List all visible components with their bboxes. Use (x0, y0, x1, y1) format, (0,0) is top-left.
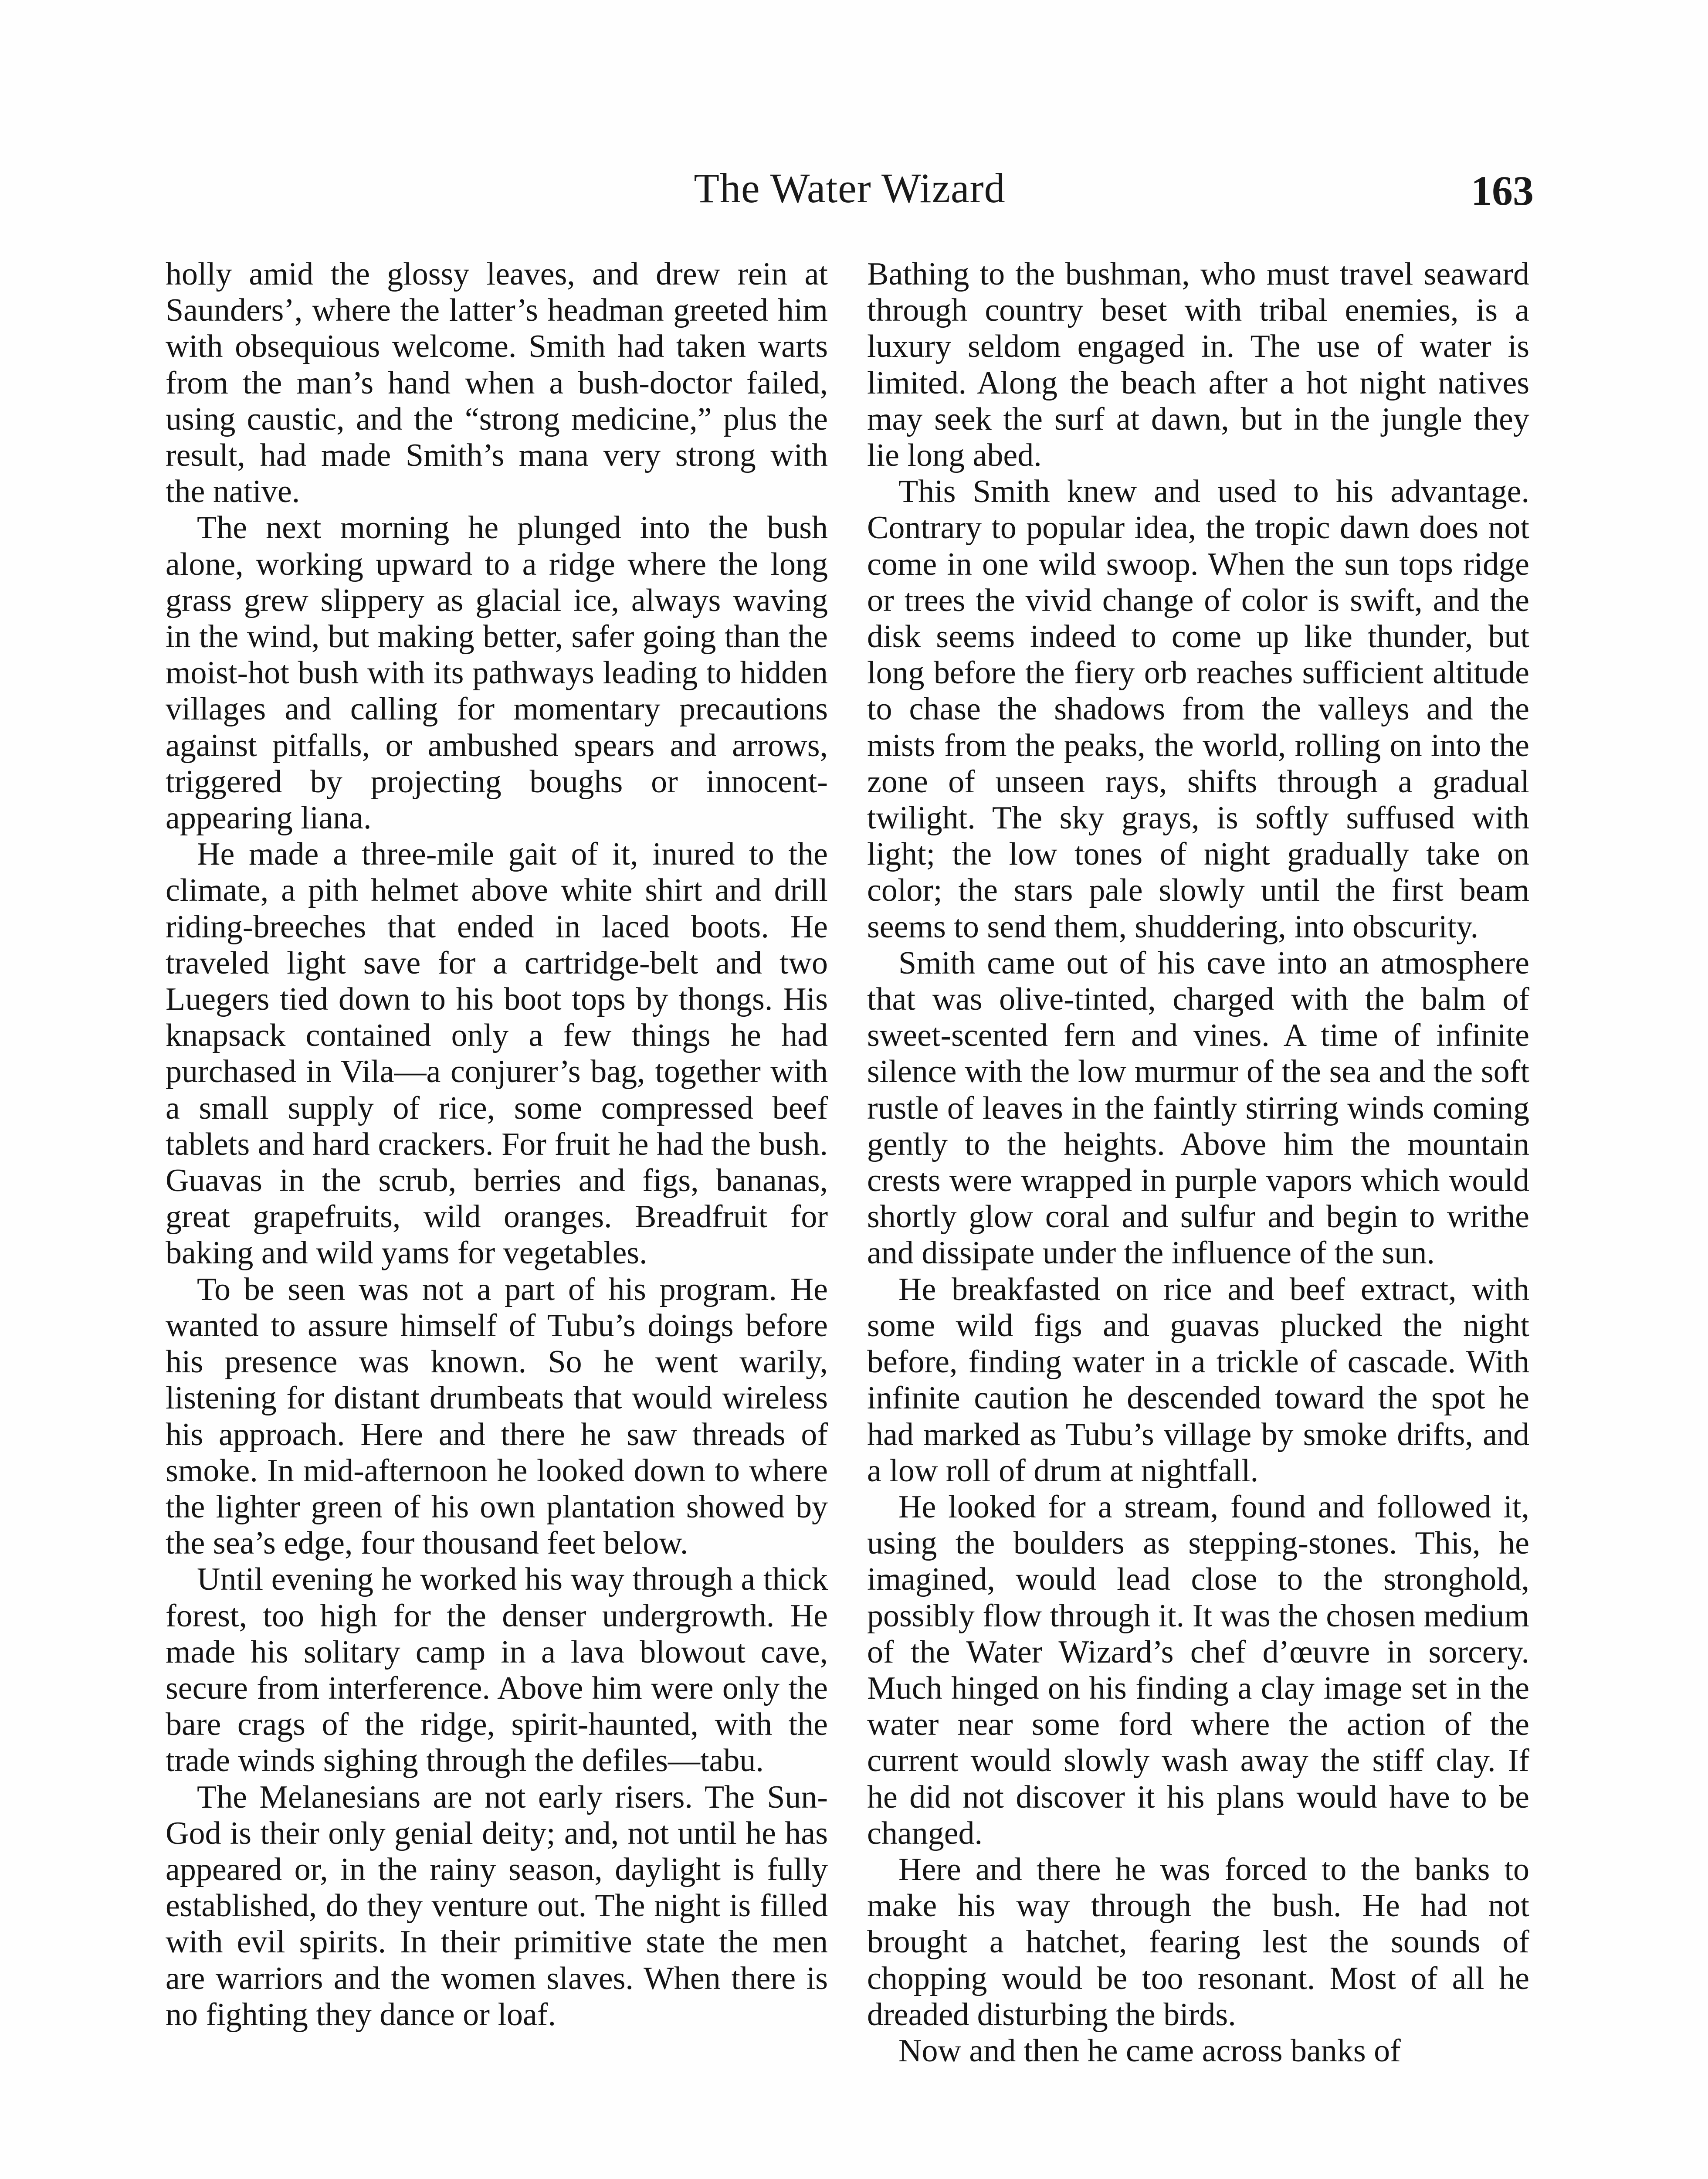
paragraph: The next morning he plunged into the bush alone, working upward to a ridge where the long grass grew slippery as glacial ice, always waving in the wind, but making better, safer going than the moist-hot bush with its pathways leading to hidden villages and calling for momentary precautions against pitfalls, or ambushed spears and arrows, triggered by projecting boughs or innocent-appearing liana. (166, 510, 828, 836)
paragraph: Here and there he was forced to the banks to make his way through the bush. He had not brought a hatchet, fearing lest the sounds of chopping would be too resonant. Most of all he dreaded disturbing the birds. (867, 1851, 1529, 2033)
running-header (166, 162, 1534, 227)
right-column (867, 256, 1529, 2069)
paragraph: Until evening he worked his way through a thick forest, too high for the denser undergrowth. He made his solitary camp in a lava blowout cave, secure from interference. Above him were only the bare crags of the ridge, spirit-haunted, with the trade winds sighing through the defiles—tabu. (166, 1561, 828, 1779)
paragraph: holly amid the glossy leaves, and drew rein at Saunders’, where the latter’s headman greeted him with obsequious welcome. Smith had taken warts from the man’s hand when a bush-doctor failed, using caustic, and the “strong medicine,” plus the result, had made Smith’s mana very strong with the native. (166, 256, 828, 510)
paragraph: Now and then he came across banks of (898, 2033, 1401, 2069)
left-column (166, 256, 828, 2033)
paragraph: Bathing to the bushman, who must travel seaward through country beset with tribal enemies, is a luxury seldom engaged in. The use of water is limited. Along the beach after a hot night natives may seek the surf at dawn, but in the jungle they lie long abed. (867, 256, 1529, 474)
page-title: The Water Wizard (694, 165, 1006, 211)
page-number: 163 (1471, 167, 1534, 214)
paragraph: This Smith knew and used to his advantage. Contrary to popular idea, the tropic dawn does not come in one wild swoop. When the sun tops ridge or trees the vivid change of color is swift, and the disk seems indeed to come up like thunder, but long before the fiery orb reaches sufficient altitude to chase the shadows from the valleys and the mists from the peaks, the world, rolling on into the zone of unseen rays, shifts through a gradual twilight. The sky grays, is softly suffused with light; the low tones of night gradually take on color; the stars pale slowly until the first beam seems to send them, shuddering, into obscurity. (867, 474, 1529, 945)
paragraph: Smith came out of his cave into an atmosphere that was olive-tinted, charged with the balm of sweet-scented fern and vines. A time of infinite silence with the low murmur of the sea and the soft rustle of leaves in the faintly stirring winds coming gently to the heights. Above him the mountain crests were wrapped in purple vapors which would shortly glow coral and sulfur and begin to writhe and dissipate under the influence of the sun. (867, 945, 1529, 1271)
paragraph: He breakfasted on rice and beef extract, with some wild figs and guavas plucked the night before, finding water in a trickle of cascade. With infinite caution he descended toward the spot he had marked as Tubu’s village by smoke drifts, and a low roll of drum at nightfall. (867, 1271, 1529, 1489)
paragraph: The Melanesians are not early risers. The Sun-God is their only genial deity; and, not until he has appeared or, in the rainy season, daylight is fully established, do they venture out. The night is filled with evil spirits. In their primitive state the men are warriors and the women slaves. When there is no fighting they dance or loaf. (166, 1779, 828, 2033)
paragraph: He looked for a stream, found and followed it, using the boulders as stepping-stones. This, he imagined, would lead close to the stronghold, possibly flow through it. It was the chosen medium of the Water Wizard’s chef d’œuvre in sorcery. Much hinged on his finding a clay image set in the water near some ford where the action of the current would slowly wash away the stiff clay. If he did not discover it his plans would have to be changed. (867, 1489, 1529, 1851)
paragraph: He made a three-mile gait of it, inured to the climate, a pith helmet above white shirt and drill riding-breeches that ended in laced boots. He traveled light save for a cartridge-belt and two Luegers tied down to his boot tops by thongs. His knapsack contained only a few things he had purchased in Vila—a conjurer’s bag, together with a small supply of rice, some compressed beef tablets and hard crackers. For fruit he had the bush. Guavas in the scrub, berries and figs, bananas, great grapefruits, wild oranges. Breadfruit for baking and wild yams for vegetables. (166, 836, 828, 1271)
paragraph: To be seen was not a part of his program. He wanted to assure himself of Tubu’s doings before his presence was known. So he went warily, listening for distant drumbeats that would wireless his approach. Here and there he saw threads of smoke. In mid-afternoon he looked down to where the lighter green of his own plantation showed by the sea’s edge, four thousand feet below. (166, 1271, 828, 1561)
